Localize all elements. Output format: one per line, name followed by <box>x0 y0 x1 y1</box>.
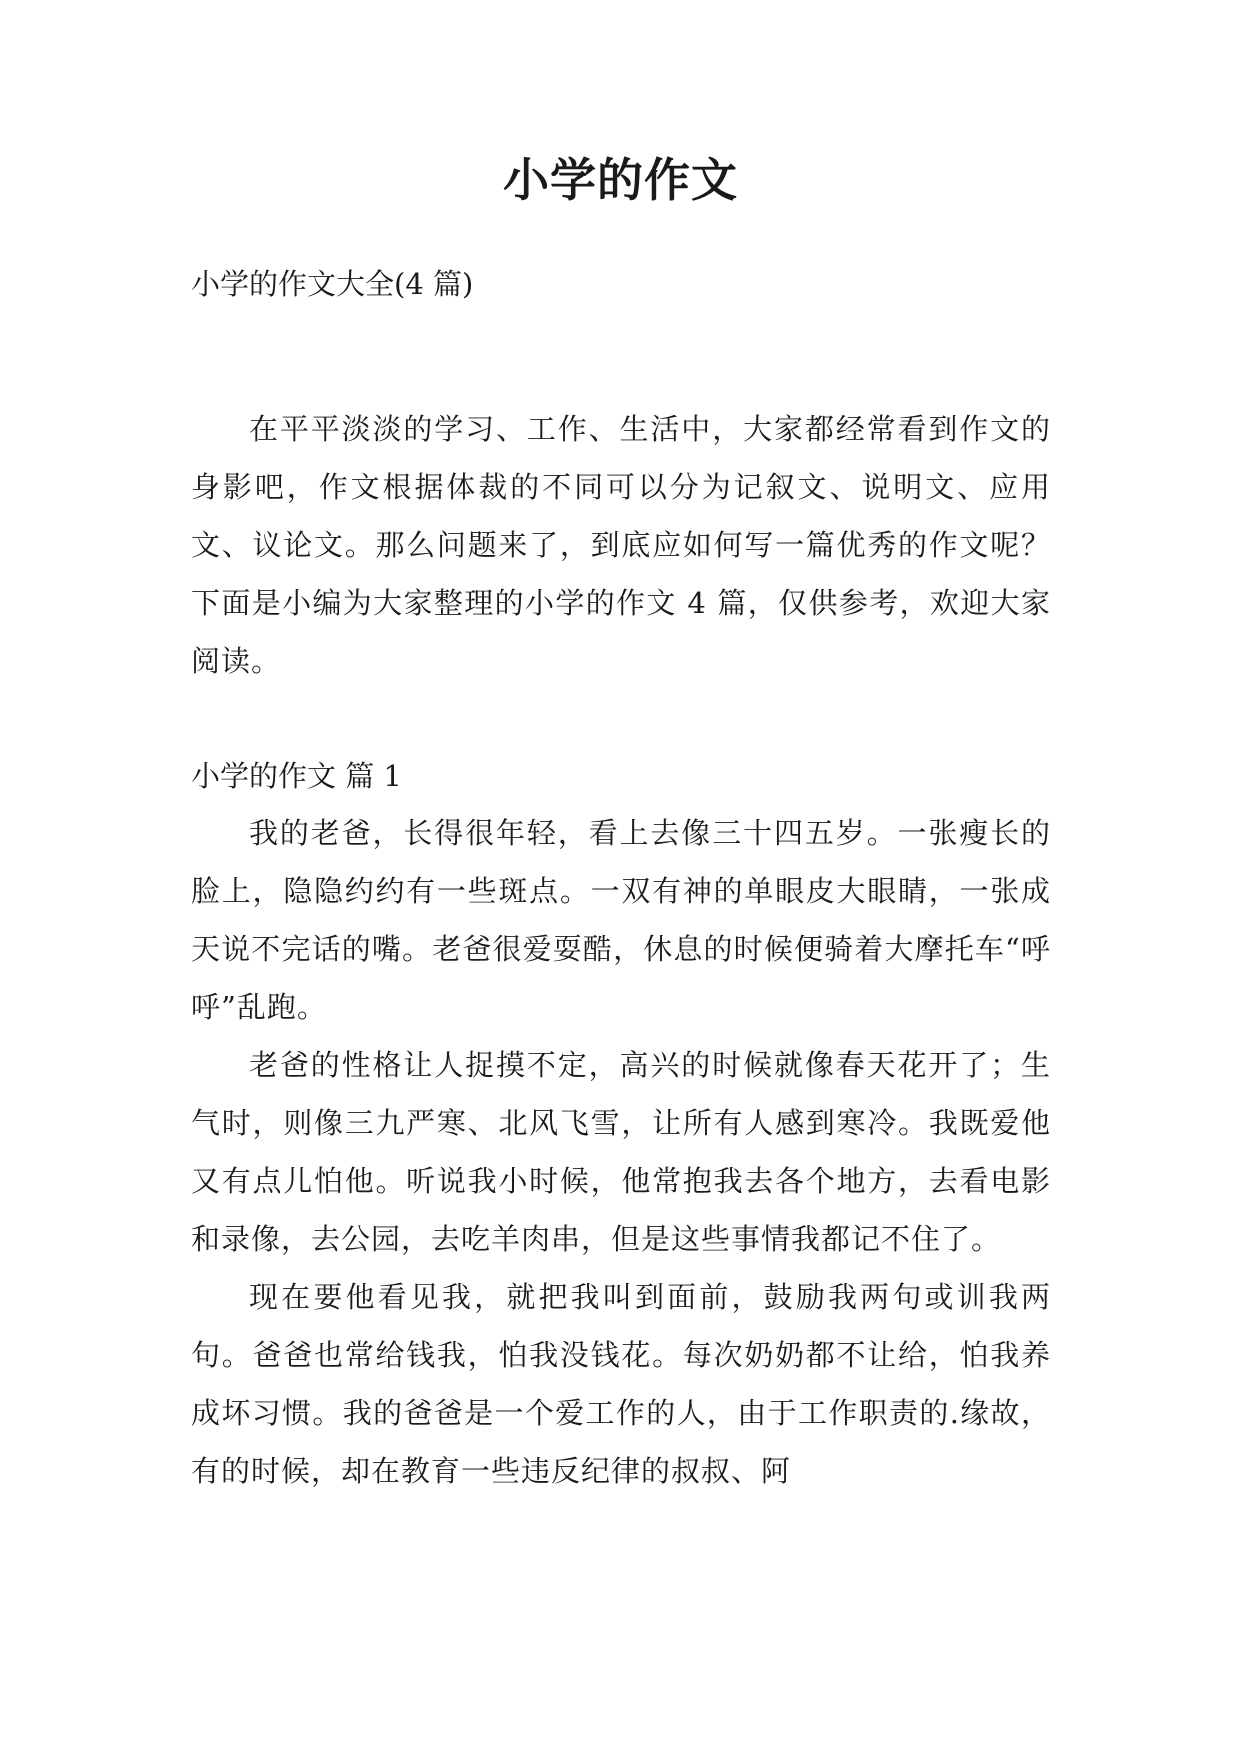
body-paragraph: 现在要他看见我，就把我叫到面前，鼓励我两句或训我两句。爸爸也常给钱我，怕我没钱花。每次奶奶都不让给，怕我养成坏习惯。我的爸爸是一个爱工作的人，由于工作职责的.缘故，有的时候，却在教育一些违反纪律的叔叔、阿 <box>191 1280 1051 1488</box>
intro-block <box>191 400 1051 690</box>
document-subtitle: 小学的作文大全(4 篇) <box>191 267 474 301</box>
section-body <box>191 804 1051 1500</box>
body-paragraph: 老爸的性格让人捉摸不定，高兴的时候就像春天花开了；生气时，则像三九严寒、北风飞雪，让所有人感到寒冷。我既爱他又有点儿怕他。听说我小时候，他常抱我去各个地方，去看电影和录像，去公园，去吃羊肉串，但是这些事情我都记不住了。 <box>191 1048 1051 1256</box>
body-paragraph: 我的老爸，长得很年轻，看上去像三十四五岁。一张瘦长的脸上，隐隐约约有一些斑点。一双有神的单眼皮大眼睛，一张成天说不完话的嘴。老爸很爱耍酷，休息的时候便骑着大摩托车“呼呼”乱跑。 <box>191 816 1051 1024</box>
intro-paragraph: 在平平淡淡的学习、工作、生活中，大家都经常看到作文的身影吧，作文根据体裁的不同可以分为记叙文、说明文、应用文、议论文。那么问题来了，到底应如何写一篇优秀的作文呢？下面是小编为大家整理的小学的作文 4 篇，仅供参考，欢迎大家阅读。 <box>191 412 1051 678</box>
section-heading: 小学的作文 篇 1 <box>191 759 402 793</box>
document-title: 小学的作文 <box>503 153 738 207</box>
